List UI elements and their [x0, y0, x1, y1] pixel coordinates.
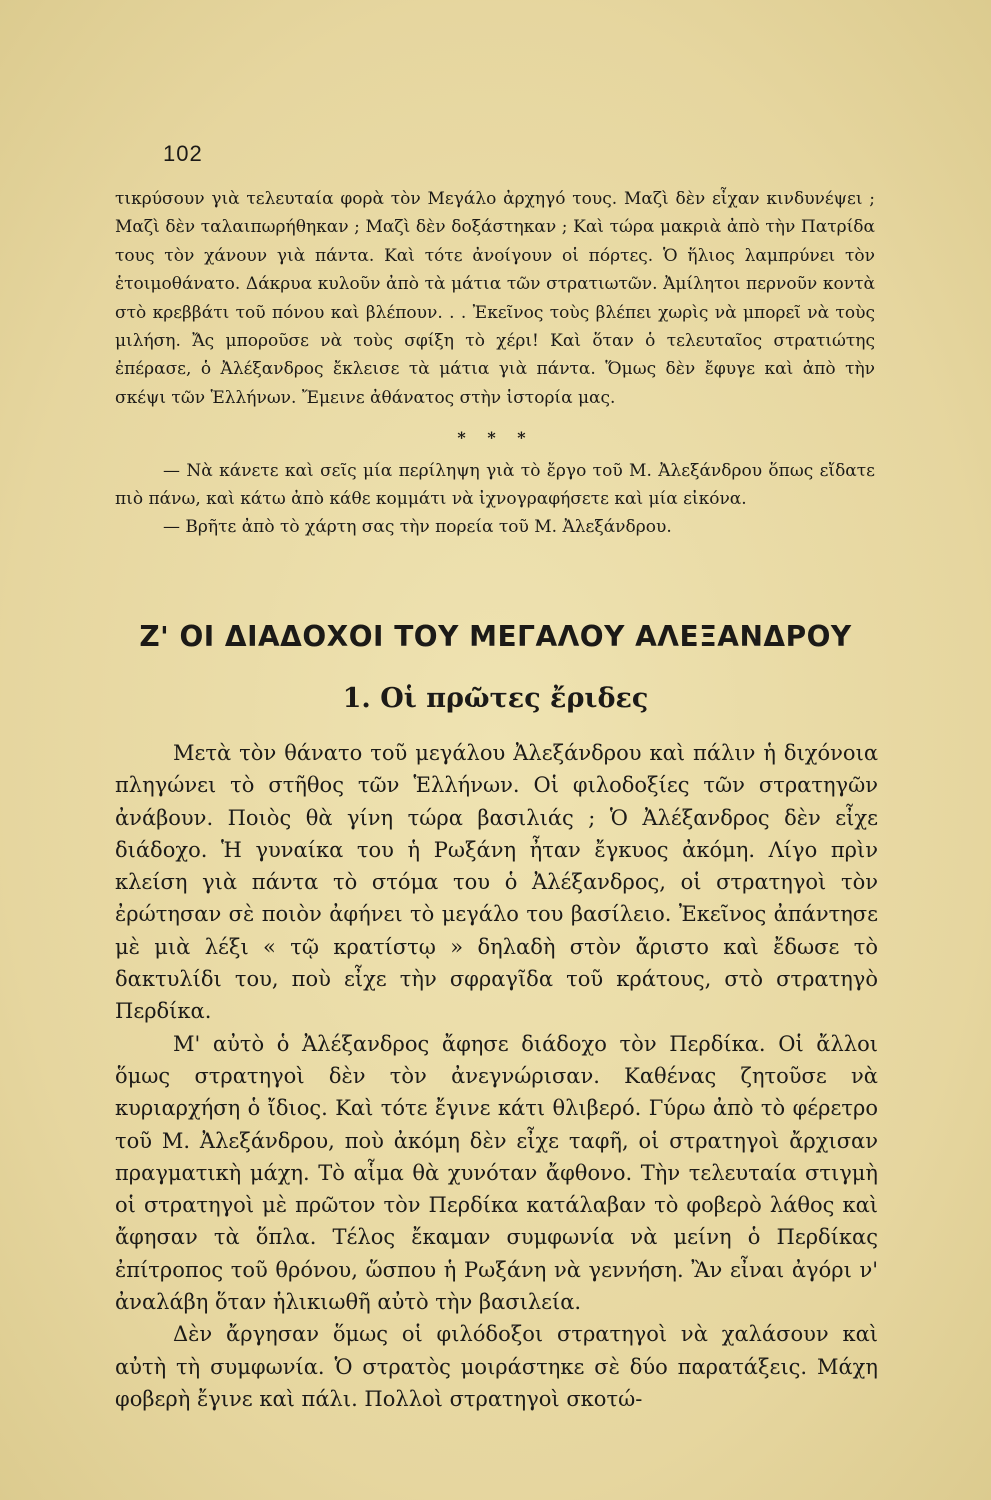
previous-paragraph: τικρύσουν γιὰ τελευταία φορὰ τὸν Μεγάλο ἀρχηγό τους. Μαζὶ δὲν εἶχαν κινδυνέψει ; Μαζὶ δὲν ταλαιπωρήθηκαν ; Μαζὶ δὲν δοξάστηκαν ; Καὶ τώρα μακριὰ ἀπὸ τὴν Πατρίδα τους τὸν χάνουν γιὰ πάντα. Καὶ τότε ἀνοίγουν οἱ πόρτες. Ὁ ἥλιος λαμπρύνει τὸν ἑτοιμοθάνατο. Δάκρυα κυλοῦν ἀπὸ τὰ μάτια τῶν στρατιωτῶν. Ἀμίλητοι περνοῦν κοντὰ στὸ κρεββάτι τοῦ πόνου καὶ βλέπουν. . . Ἐκεῖνος τοὺς βλέπει χωρὶς νὰ μπορεῖ νὰ τοὺς μιλήση. Ἄς μποροῦσε νὰ τοὺς σφίξη τὸ χέρι! Καὶ ὅταν ὁ τελευταῖος στρατιώτης ἐπέρασε, ὁ Ἀλέξανδρος ἔκλεισε τὰ μάτια γιὰ πάντα. Ὅμως δὲν ἔφυγε καὶ ἀπὸ τὴν σκέψι τῶν Ἑλλήνων. Ἔμεινε ἀθάνατος στὴν ἱστορία μας. — [115, 189, 875, 408]
paragraph: Δὲν ἄργησαν ὅμως οἱ φιλόδοξοι στρατηγοὶ νὰ χαλάσουν καὶ αὐτὴ τὴ συμφωνία. Ὁ στρατὸς μοιράστηκε σὲ δύο παρατάξεις. Μάχη φοβερὴ ἔγινε καὶ πάλι. Πολλοὶ στρατηγοὶ σκοτώ- — [115, 1322, 878, 1411]
exercises — [115, 457, 875, 542]
section-separator: * * * — [457, 428, 534, 447]
paragraph: Μ' αὐτὸ ὁ Ἀλέξανδρος ἄφησε διάδοχο τὸν Περδίκα. Οἱ ἄλλοι ὅμως στρατηγοὶ δὲν τὸν ἀνεγνώρισαν. Καθένας ζητοῦσε νὰ κυριαρχήση ὁ ἴδιος. Καὶ τότε ἔγινε κάτι θλιβερό. Γύρω ἀπὸ τὸ φέρετρο τοῦ Μ. Ἀλεξάνδρου, ποὺ ἀκόμη δὲν εἶχε ταφῆ, οἱ στρατηγοὶ ἄρχισαν πραγματικὴ μάχη. Τὸ αἷμα θὰ χυνόταν ἄφθονο. Τὴν τελευταία στιγμὴ οἱ στρατηγοὶ μὲ πρῶτον τὸν Περδίκα κατάλαβαν τὸ φοβερὸ λάθος καὶ ἄφησαν τὰ ὅπλα. Τέλος ἔκαμαν συμφωνία νὰ μείνη ὁ Περδίκας ἐπίτροπος τοῦ θρόνου, ὥσπου ἡ Ρωξάνη νὰ γεννήση. Ἂν εἶναι ἀγόρι ν' ἀναλάβη ὅταν ἡλικιωθῆ αὐτὸ τὴν βασιλεία. — [115, 1031, 878, 1315]
paragraph: Μετὰ τὸν θάνατο τοῦ μεγάλου Ἀλεξάνδρου καὶ πάλιν ἡ διχόνοια πληγώνει τὸ στῆθος τῶν Ἑλλήνων. Οἱ φιλοδοξίες τῶν στρατηγῶν ἀνάβουν. Ποιὸς θὰ γίνη τώρα βασιλιάς ; Ὁ Ἀλέξανδρος δὲν εἶχε διάδοχο. Ἡ γυναίκα του ἡ Ρωξάνη ἦταν ἔγκυος ἀκόμη. Λίγο πρὶν κλείση γιὰ πάντα τὸ στόμα του ὁ Ἀλέξανδρος, οἱ στρατηγοὶ τὸν ἐρώτησαν σὲ ποιὸν ἀφήνει τὸ μεγάλο του βασίλειο. Ἐκεῖνος ἀπάντησε μὲ μιὰ λέξι « τῷ κρατίστῳ » δηλαδὴ στὸν ἄριστο καὶ ἔδωσε τὸ δακτυλίδι του, ποὺ εἶχε τὴν σφραγῖδα τοῦ κράτους, στὸ στρατηγὸ Περδίκα. — [115, 741, 878, 1024]
previous-chapter-ending — [115, 185, 875, 412]
chapter-title: Ζ' ΟΙ ΔΙΑΔΟΧΟΙ ΤΟΥ ΜΕΓΑΛΟΥ ΑΛΕΞΑΝΔΡΟΥ — [139, 620, 852, 653]
exercise-item: — Βρῆτε ἀπὸ τὸ χάρτη σας τὴν πορεία τοῦ Μ. Ἀλεξάνδρου. — [163, 517, 672, 538]
main-text — [115, 737, 878, 1415]
exercise-item: — Νὰ κάνετε καὶ σεῖς μία περίληψη γιὰ τὸ ἔργο τοῦ Μ. Ἀλεξάνδρου ὅπως εἴδατε πιὸ πάνω, καὶ κάτω ἀπὸ κάθε κομμάτι νὰ ἰχνογραφήσετε καὶ μία εἰκόνα. — [115, 461, 875, 510]
page-number: 102 — [163, 141, 203, 166]
section-title: 1. Οἱ πρῶτες ἔριδες — [342, 683, 649, 714]
